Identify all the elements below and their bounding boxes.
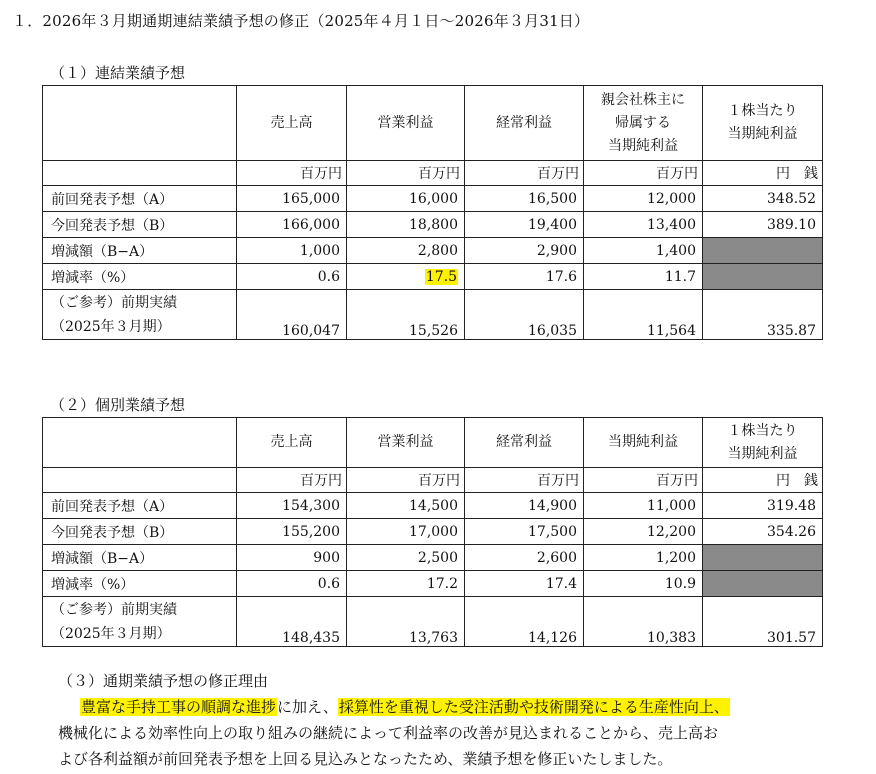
unit-label: 百万円 <box>584 468 703 493</box>
shaded-cell <box>703 264 823 290</box>
table-cell: 17,500 <box>465 519 584 545</box>
table-row <box>43 545 823 571</box>
table-cell: 354.26 <box>703 519 823 545</box>
table-cell: 1,000 <box>237 238 347 264</box>
unit-label: 百万円 <box>347 468 465 493</box>
table-cell: 160,047 <box>237 290 347 340</box>
table-row-prior-results <box>43 290 823 340</box>
table-cell: 1,400 <box>584 238 703 264</box>
col-header-operating-income: 営業利益 <box>347 418 465 468</box>
reason-line-2: 機械化による効率性向上の取り組みの継続によって利益率の改善が見込まれることから、売上高お <box>58 724 719 742</box>
col-header-net-income-parent: 親会社株主に 帰属する 当期純利益 <box>584 86 703 161</box>
table-cell: 17.4 <box>465 571 584 597</box>
unit-label: 百万円 <box>237 161 347 186</box>
table-cell: 11,564 <box>584 290 703 340</box>
row-label: 増減額（B−A） <box>43 238 237 264</box>
table-cell: 2,900 <box>465 238 584 264</box>
table-cell: 154,300 <box>237 493 347 519</box>
unit-label: 百万円 <box>237 468 347 493</box>
row-label: 今回発表予想（B） <box>43 519 237 545</box>
table-cell: 301.57 <box>703 597 823 647</box>
shaded-cell <box>703 571 823 597</box>
consolidated-forecast-table <box>42 85 823 340</box>
col-header-sales: 売上高 <box>237 86 347 161</box>
table-row <box>43 493 823 519</box>
row-label: 増減額（B−A） <box>43 545 237 571</box>
table-cell: 2,800 <box>347 238 465 264</box>
table-cell: 0.6 <box>237 571 347 597</box>
table-cell: 13,763 <box>347 597 465 647</box>
table-row <box>43 571 823 597</box>
row-label: 増減率（%） <box>43 571 237 597</box>
table-cell: 348.52 <box>703 186 823 212</box>
shaded-cell <box>703 238 823 264</box>
highlighted-value: 17.5 <box>425 268 457 285</box>
row-label: （ご参考）前期実績 （2025年３月期） <box>43 290 237 340</box>
table-cell: 319.48 <box>703 493 823 519</box>
unit-label: 百万円 <box>465 161 584 186</box>
row-label: 前回発表予想（A） <box>43 186 237 212</box>
unit-label: 百万円 <box>465 468 584 493</box>
section-heading-reason: （３）通期業績予想の修正理由 <box>58 672 269 690</box>
header-corner <box>43 86 237 161</box>
table-cell: 335.87 <box>703 290 823 340</box>
col-header-sales: 売上高 <box>237 418 347 468</box>
units-row <box>43 468 823 493</box>
document-title: １．2026年３月期通期連結業績予想の修正（2025年４月１日～2026年３月31日） <box>12 12 590 30</box>
table-row <box>43 519 823 545</box>
section-heading-consolidated: （１）連結業績予想 <box>50 64 186 82</box>
table-cell: 17,000 <box>347 519 465 545</box>
col-header-net-income: 当期純利益 <box>584 418 703 468</box>
table-row <box>43 264 823 290</box>
table-cell: 10.9 <box>584 571 703 597</box>
row-label: （ご参考）前期実績 （2025年３月期） <box>43 597 237 647</box>
unit-label: 円 銭 <box>703 468 823 493</box>
table-row <box>43 186 823 212</box>
table-cell: 2,500 <box>347 545 465 571</box>
header-corner <box>43 418 237 468</box>
col-header-eps: １株当たり 当期純利益 <box>703 418 823 468</box>
units-row <box>43 161 823 186</box>
table-cell: 11.7 <box>584 264 703 290</box>
table-cell: 148,435 <box>237 597 347 647</box>
table-cell: 18,800 <box>347 212 465 238</box>
table-cell: 17.6 <box>465 264 584 290</box>
revision-reason <box>58 668 838 772</box>
table-cell: 2,600 <box>465 545 584 571</box>
table-cell: 12,000 <box>584 186 703 212</box>
table-cell: 155,200 <box>237 519 347 545</box>
unit-label: 百万円 <box>347 161 465 186</box>
table-cell: 16,500 <box>465 186 584 212</box>
reason-line-3: よび各利益額が前回発表予想を上回る見込みとなったため、業績予想を修正いたしました。 <box>58 750 673 768</box>
table-cell: 14,126 <box>465 597 584 647</box>
table-cell: 15,526 <box>347 290 465 340</box>
table-row <box>43 212 823 238</box>
unit-label: 円 銭 <box>703 161 823 186</box>
highlighted-text: 採算性を重視した受注活動や技術開発による生産性向上、 <box>338 698 729 716</box>
row-label: 増減率（%） <box>43 264 237 290</box>
table-cell: 0.6 <box>237 264 347 290</box>
table-row-prior-results <box>43 597 823 647</box>
table-cell: 19,400 <box>465 212 584 238</box>
table-cell: 165,000 <box>237 186 347 212</box>
col-header-operating-income: 営業利益 <box>347 86 465 161</box>
table-cell: 900 <box>237 545 347 571</box>
table-cell: 16,035 <box>465 290 584 340</box>
table-cell: 16,000 <box>347 186 465 212</box>
table-cell: 12,200 <box>584 519 703 545</box>
row-label: 今回発表予想（B） <box>43 212 237 238</box>
row-label: 前回発表予想（A） <box>43 493 237 519</box>
table-cell: 10,383 <box>584 597 703 647</box>
col-header-ordinary-income: 経常利益 <box>465 418 584 468</box>
unit-label: 百万円 <box>584 161 703 186</box>
table-row <box>43 238 823 264</box>
table-cell: 1,200 <box>584 545 703 571</box>
highlighted-text: 豊富な手持工事の順調な進捗 <box>81 698 277 716</box>
table-cell: 14,500 <box>347 493 465 519</box>
nonconsolidated-forecast-table <box>42 417 823 647</box>
table-cell: 11,000 <box>584 493 703 519</box>
shaded-cell <box>703 545 823 571</box>
table-cell: 17.2 <box>347 571 465 597</box>
table-cell: 14,900 <box>465 493 584 519</box>
section-heading-nonconsolidated: （２）個別業績予想 <box>50 396 186 414</box>
table-cell: 13,400 <box>584 212 703 238</box>
col-header-ordinary-income: 経常利益 <box>465 86 584 161</box>
table-cell: 389.10 <box>703 212 823 238</box>
col-header-eps: １株当たり 当期純利益 <box>703 86 823 161</box>
table-cell: 166,000 <box>237 212 347 238</box>
reason-line-1: 豊富な手持工事の順調な進捗に加え、採算性を重視した受注活動や技術開発による生産性向上、 <box>81 698 729 716</box>
table-cell <box>347 264 465 290</box>
